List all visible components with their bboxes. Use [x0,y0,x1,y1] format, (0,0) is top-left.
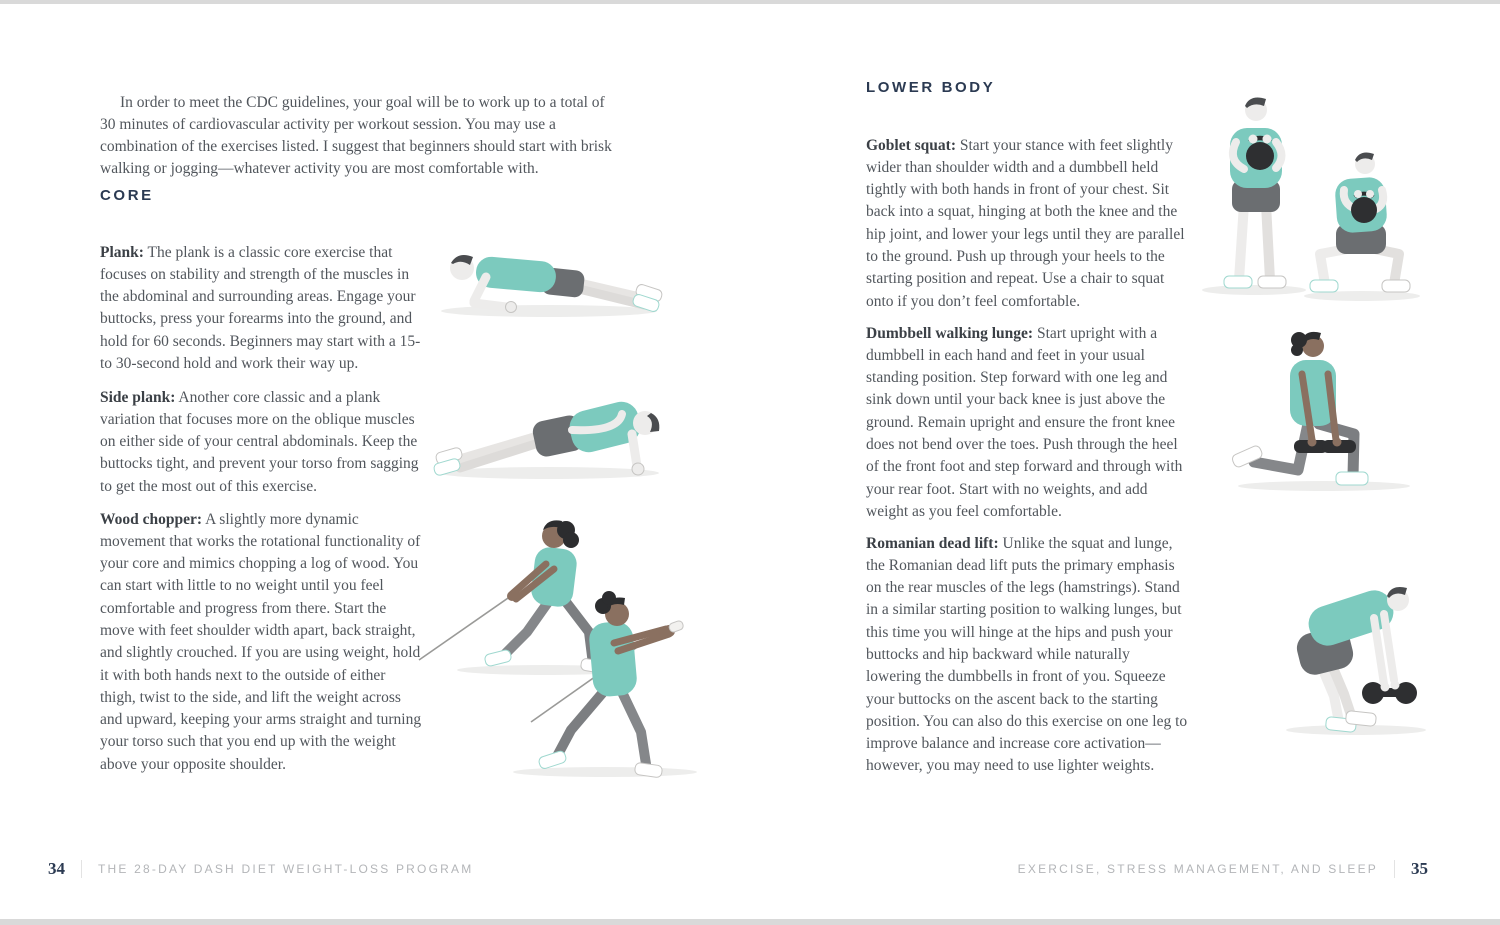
exercise-side-plank-name: Side plank: [100,388,176,406]
plank-illustration [424,229,674,321]
footer-divider-left [81,860,82,878]
exercise-plank [100,242,424,376]
wood-chopper-illustration [413,492,709,788]
page-number-left: 34 [48,859,65,878]
exercise-goblet-squat-text: Start your stance with feet slightly wider than shoulder width and a dumbbell held tightly with both hands in front of your chest. Sit back into a squat, hinging at both the knee and the hip joint, and lower your legs until they are parallel to the ground. Push up through your heels to the starting position and repeat. Use a chair to squat onto if you don’t feel comfortable. [866,136,1185,310]
exercise-romanian-dead-lift-text: Unlike the squat and lunge, the Romanian dead lift puts the primary emphasis on the rear muscles of the legs (hamstrings). Stand in a similar starting position to walking lunges, but this time you will hinge at the hips and push your buttocks and hip backward while naturally lowering the dumbbells in front of you. Squeeze your buttocks on the ascent back to the starting position. You can also do this exercise on one leg to improve balance and increase core activation—however, you may need to use lighter weights. [866,534,1188,775]
romanian-dead-lift-illustration [1246,538,1442,744]
running-head-right: EXERCISE, STRESS MANAGEMENT, AND SLEEP [1017,862,1378,876]
section-heading-core: CORE [100,187,154,204]
exercise-plank-name: Plank: [100,243,144,261]
running-head-left: THE 28-DAY DASH DIET WEIGHT-LOSS PROGRAM [98,862,474,876]
page-bottom-edge [0,919,1500,925]
exercise-romanian-dead-lift [866,533,1188,778]
walking-lunge-illustration [1224,314,1426,500]
exercise-wood-chopper [100,509,424,777]
side-plank-illustration [424,376,674,484]
exercise-goblet-squat-name: Goblet squat: [866,136,956,154]
exercise-romanian-dead-lift-name: Romanian dead lift: [866,534,999,552]
exercise-walking-lunge [866,323,1188,524]
footer-divider-right [1394,860,1395,878]
exercise-goblet-squat [866,135,1188,313]
exercise-plank-text: The plank is a classic core exercise that focuses on stability and strength of the muscles in the abdominal and surrounding areas. Engage your buttocks, press your forearms into the ground, and hold for 60 seconds. Beginners may start with a 15- to 30-second hold and work their way up. [100,243,421,372]
exercise-side-plank [100,387,424,498]
exercise-wood-chopper-name: Wood chopper: [100,510,203,528]
intro-paragraph: In order to meet the CDC guidelines, your goal will be to work up to a total of 30 minutes of cardiovascular activity per workout session. You may use a combination of the exercises listed. I suggest that beginners should start with brisk walking or jogging—whatever activity you are most comfortable with. [100,93,612,178]
footer-left [48,857,473,881]
footer-right [1018,857,1428,881]
page-top-edge [0,0,1500,4]
exercise-walking-lunge-text: Start upright with a dumbbell in each hand and feet in your usual standing position. Step forward with one leg and sink down until your back knee is just above the ground. Remain upright and ensure the front knee does not bend over the toes. Push through the heel of the front foot and step forward and through with your rear foot. Start with no weights, and add weight as you feel comfortable. [866,324,1183,520]
goblet-squat-illustration [1192,86,1428,308]
page-number-right: 35 [1411,859,1428,878]
section-heading-lower-body: LOWER BODY [866,79,996,96]
exercise-walking-lunge-name: Dumbbell walking lunge: [866,324,1034,342]
exercise-side-plank-text: Another core classic and a plank variation that focuses more on the oblique muscles on either side of your central abdominals. Keep the buttocks tight, and prevent your torso from sagging to get the most out of this exercise. [100,388,419,495]
exercise-wood-chopper-text: A slightly more dynamic movement that works the rotational functionality of your core and mimics chopping a log of wood. You can start with little to no weight until you feel comfortable and progress from there. Start the move with feet shoulder width apart, back straight, and slightly crouched. If you are using weight, hold it with both hands next to the outside of either thigh, twist to the side, and lift the weight across and upward, keeping your arms straight and turning your torso such that you end up with the weight above your opposite shoulder. [100,510,422,773]
